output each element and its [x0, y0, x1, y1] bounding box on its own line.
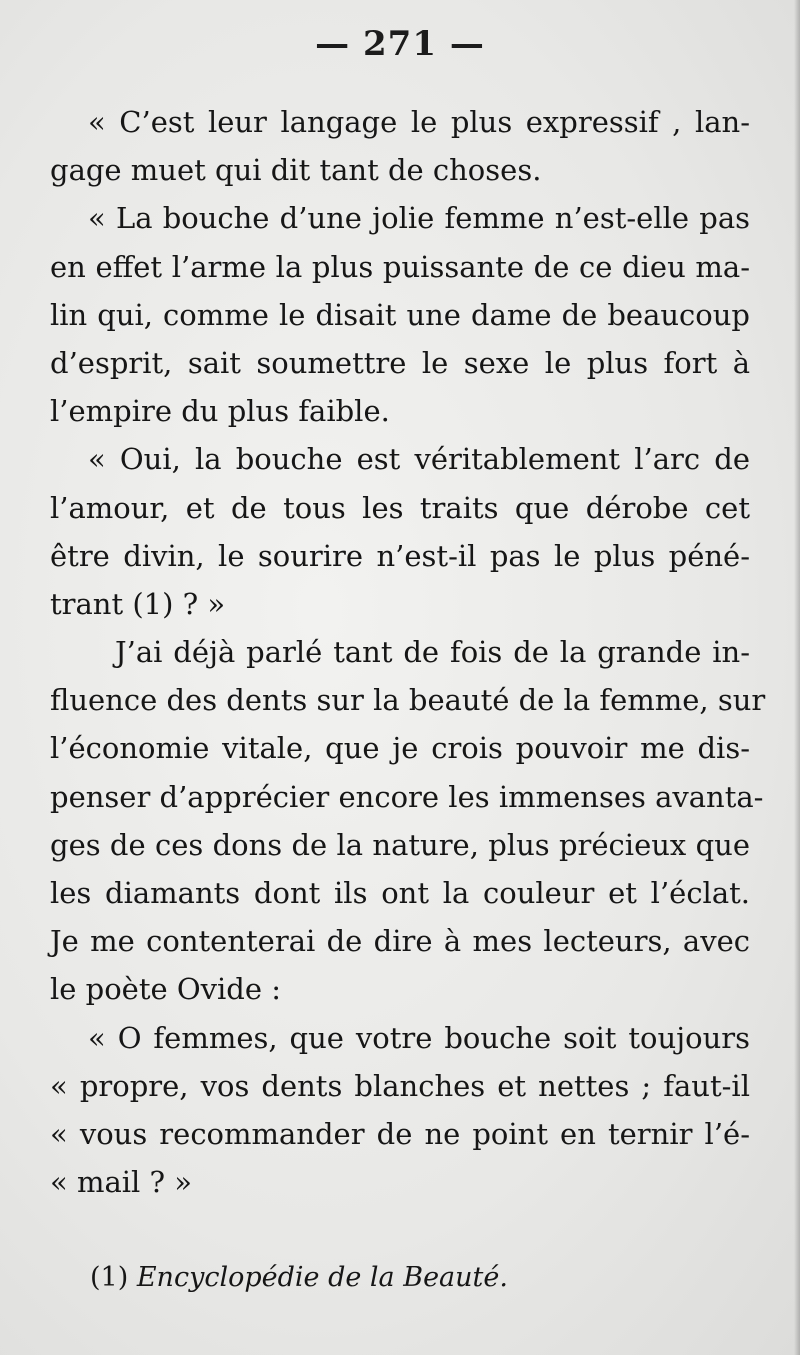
text-line: en effet l’arme la plus puissante de ce dieu ma-: [50, 249, 750, 284]
text-line: d’esprit, sait soumettre le sexe le plus fort à: [50, 345, 750, 380]
text-line: « propre, vos dents blanches et nettes ; faut-il: [50, 1068, 750, 1103]
text-line: penser d’apprécier encore les immenses avanta-: [50, 779, 764, 814]
text-line: les diamants dont ils ont la couleur et l’éclat.: [50, 876, 750, 910]
page-body-text: [50, 98, 766, 1206]
text-line: le poète Ovide :: [50, 972, 282, 1007]
text-line: trant (1) ? »: [50, 586, 226, 621]
text-line: « mail ? »: [50, 1165, 193, 1200]
text-line: l’économie vitale, que je crois pouvoir me dis-: [50, 731, 750, 766]
text-line: gage muet qui dit tant de choses.: [50, 153, 542, 188]
footnote: [90, 1262, 508, 1293]
text-line: « O femmes, que votre bouche soit toujours: [88, 1020, 750, 1055]
text-line: « La bouche d’une jolie femme n’est-elle pas: [88, 201, 750, 236]
text-line: l’amour, et de tous les traits que dérobe cet: [50, 490, 750, 525]
page-edge-shadow: [794, 0, 800, 1355]
text-line: fluence des dents sur la beauté de la femme, sur: [50, 683, 766, 718]
text-line: ges de ces dons de la nature, plus précieux que: [50, 827, 750, 862]
footnote-marker: (1): [90, 1262, 129, 1293]
text-line: « C’est leur langage le plus expressif , lan-: [88, 105, 750, 139]
text-line: lin qui, comme le disait une dame de beaucoup: [50, 297, 750, 332]
text-line: l’empire du plus faible.: [50, 394, 390, 429]
text-line: J’ai déjà parlé tant de fois de la grande in-: [115, 635, 750, 670]
text-line: Je me contenterai de dire à mes lecteurs, avec: [50, 924, 750, 959]
text-line: « vous recommander de ne point en ternir l’é-: [50, 1116, 750, 1151]
text-line: être divin, le sourire n’est-il pas le plus péné-: [50, 538, 750, 573]
text-line: « Oui, la bouche est véritablement l’arc de: [88, 442, 750, 477]
page-number: — 271 —: [315, 24, 485, 64]
footnote-title: Encyclopédie de la Beauté.: [136, 1262, 508, 1293]
